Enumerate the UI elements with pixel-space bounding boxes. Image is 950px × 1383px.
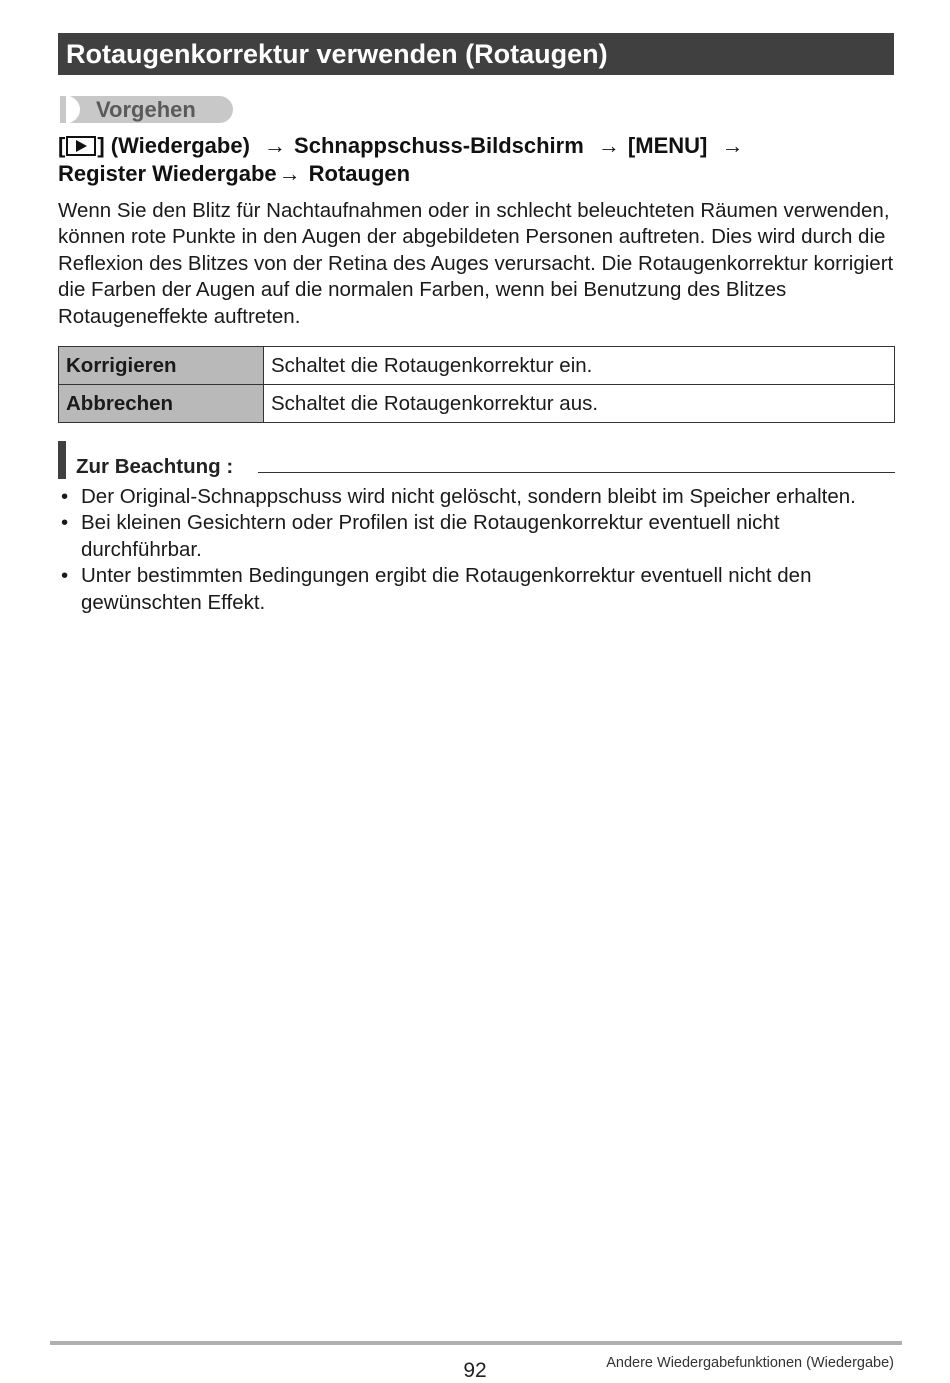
notes-heading-label: Zur Beachtung : <box>76 455 234 478</box>
footer-section-title: Andere Wiedergabefunktionen (Wiedergabe) <box>606 1355 894 1371</box>
option-key: Abbrechen <box>59 385 264 423</box>
procedure-tag <box>60 96 233 123</box>
nav-arrow: → <box>721 133 744 158</box>
options-table <box>58 346 895 423</box>
nav-arrow: → <box>264 133 287 158</box>
page-title: Rotaugenkorrektur verwenden (Rotaugen) <box>58 33 894 75</box>
list-item: • Der Original-Schnappschuss wird nicht gelöscht, sondern bleibt im Speicher erhalten. <box>58 484 898 510</box>
nav-seg-schnappschuss: Schnappschuss-Bildschirm <box>294 133 584 158</box>
intro-paragraph: Wenn Sie den Blitz für Nachtaufnahmen oder in schlecht beleuchteten Räumen verwenden, können rote Punkte in den Augen der abgebildeten Personen auftreten. Dies wird durch die Reflexion des Blitzes von der Retina des Auges verursacht. Die Rotaugenkorrektur korrigiert die Farben der Augen auf die normalen Farben, wenn bei Benutzung des Blitzes Rotaugeneffekte auftreten. <box>58 199 894 328</box>
nav-arrow: → <box>278 161 301 186</box>
nav-seg-wiedergabe: ] (Wiedergabe) <box>97 133 250 158</box>
nav-bracket: [ <box>58 133 66 158</box>
navigation-path <box>58 132 898 188</box>
option-key: Korrigieren <box>59 347 264 385</box>
footer-rule <box>50 1341 902 1345</box>
table-row <box>59 385 895 423</box>
procedure-tag-label: Vorgehen <box>96 97 196 122</box>
nav-seg-register: Register Wiedergabe <box>58 161 277 186</box>
nav-seg-menu: [MENU] <box>627 133 708 158</box>
notes-list <box>58 484 898 616</box>
option-value: Schaltet die Rotaugenkorrektur ein. <box>264 347 895 385</box>
list-item: • Unter bestimmten Bedingungen ergibt die Rotaugenkorrektur eventuell nicht den gewünschten Effekt. <box>58 563 898 616</box>
list-item: • Bei kleinen Gesichtern oder Profilen ist die Rotaugenkorrektur eventuell nicht durchführbar. <box>58 510 898 563</box>
play-icon <box>66 136 96 156</box>
option-value: Schaltet die Rotaugenkorrektur aus. <box>264 385 895 423</box>
tag-notch <box>66 96 80 123</box>
notes-heading <box>58 441 895 479</box>
table-row <box>59 347 895 385</box>
nav-arrow: → <box>597 133 620 158</box>
notes-heading-bar <box>58 441 66 479</box>
nav-seg-rotaugen: Rotaugen <box>308 161 411 186</box>
notes-heading-rule <box>258 472 895 473</box>
page-number: 92 <box>463 1359 487 1382</box>
